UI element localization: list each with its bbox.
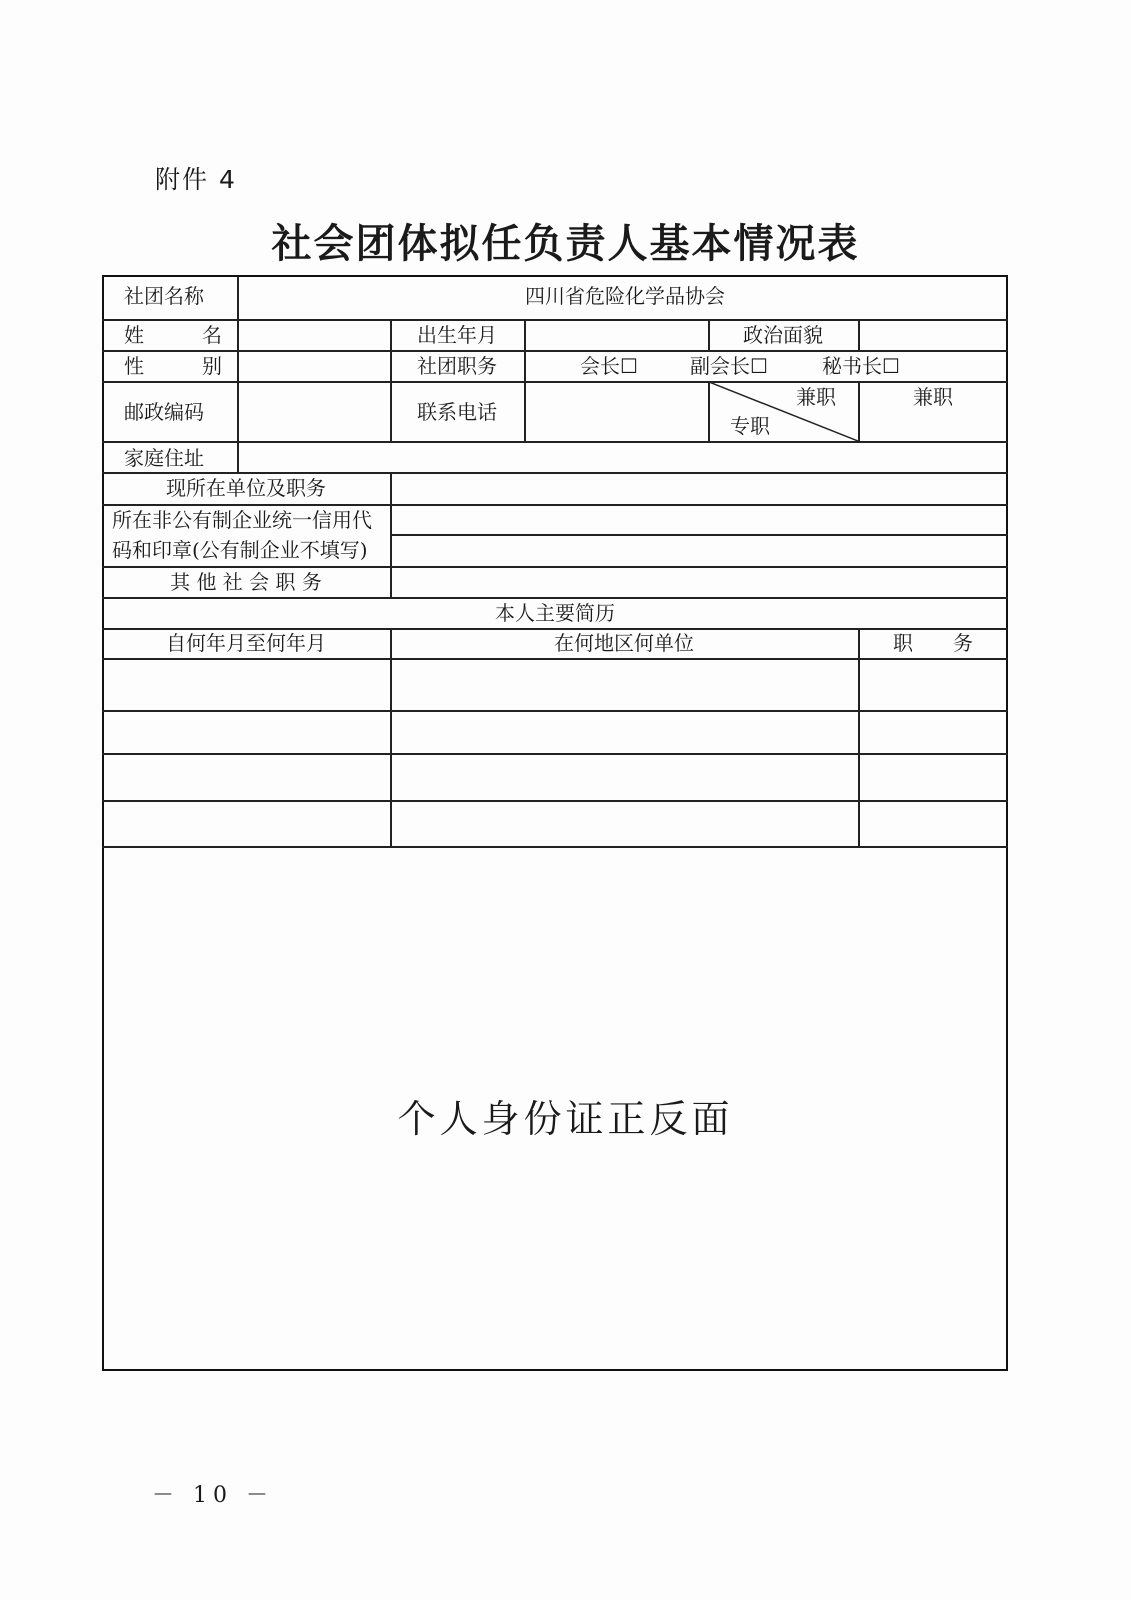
option-president[interactable]: 会长☐ — [580, 354, 638, 378]
org-name-value: 四川省危险化学品协会 — [525, 284, 725, 308]
credit-label-1: 所在非公有制企业统一信用代 — [112, 508, 372, 532]
position-label: 社团职务 — [417, 354, 497, 378]
table-rule — [102, 566, 1008, 568]
postal-label: 邮政编码 — [124, 400, 204, 424]
option-secretary-general[interactable]: 秘书长☐ — [822, 354, 900, 378]
table-rule — [102, 753, 1008, 755]
phone-label: 联系电话 — [417, 400, 497, 424]
table-rule — [237, 277, 239, 472]
table-rule — [390, 628, 392, 846]
org-name-label: 社团名称 — [124, 284, 204, 308]
form-title: 社会团体拟任负责人基本情况表 — [271, 221, 860, 267]
table-rule — [524, 319, 526, 441]
resume-col-unit: 在何地区何单位 — [554, 631, 694, 655]
table-rule — [102, 658, 1008, 660]
resume-col-duty: 职 务 — [893, 631, 973, 655]
other-duties-label: 其 他 社 会 职 务 — [170, 570, 322, 594]
unit-label: 现所在单位及职务 — [166, 476, 326, 500]
political-label: 政治面貌 — [743, 323, 823, 347]
table-rule — [858, 319, 860, 350]
option-vice-president[interactable]: 副会长☐ — [690, 354, 768, 378]
table-rule — [390, 472, 392, 597]
table-rule — [102, 597, 1008, 599]
birth-label: 出生年月 — [417, 323, 497, 347]
credit-label-2: 码和印章(公有制企业不填写) — [112, 538, 368, 562]
diag-fulltime: 专职 — [730, 414, 770, 438]
diag-parttime: 兼职 — [796, 385, 836, 409]
table-rule — [102, 846, 1008, 848]
page-number: － 10 － — [152, 1483, 274, 1508]
resume-col-period: 自何年月至何年月 — [166, 631, 326, 655]
name-label: 姓 名 — [124, 323, 228, 347]
table-rule — [102, 800, 1008, 802]
id-card-area-label: 个人身份证正反面 — [397, 1097, 734, 1141]
table-rule — [390, 534, 1008, 536]
table-rule — [102, 504, 1008, 506]
address-label: 家庭住址 — [124, 446, 204, 470]
gender-label: 性 别 — [124, 354, 228, 378]
parttime-label: 兼职 — [913, 385, 953, 409]
attachment-label: 附件 4 — [155, 165, 237, 194]
table-rule — [102, 710, 1008, 712]
table-rule — [102, 628, 1008, 630]
table-rule — [102, 472, 1008, 474]
resume-title: 本人主要简历 — [495, 601, 615, 625]
table-rule — [858, 628, 860, 846]
